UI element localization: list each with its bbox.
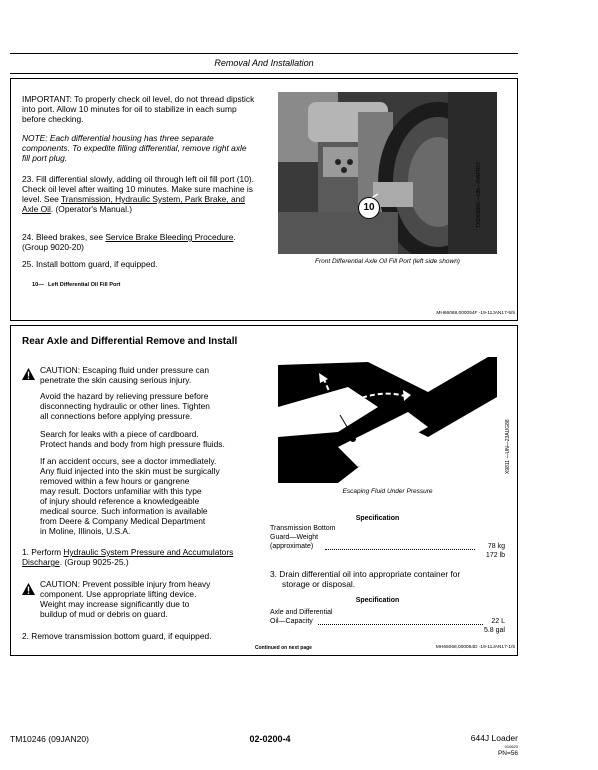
caution-fluid-headline: CAUTION: Escaping fluid under pressure can penetrate the skin causing serious injury. xyxy=(40,365,209,385)
spec2-leader-dots xyxy=(318,617,483,625)
photo-illustration xyxy=(278,92,497,254)
fluid-drawing xyxy=(278,357,497,483)
section2-footer-id: MH66068,000054D -19-11JAN17-1/5 xyxy=(435,645,515,650)
page-section-title: Removal And Installation xyxy=(214,58,314,68)
callout-10: 10 xyxy=(358,197,380,219)
legend-number: 10— xyxy=(32,282,44,288)
link-pressure-discharge[interactable]: Hydraulic System Pressure and Accumulators Discharge xyxy=(22,547,234,567)
escaping-fluid-illustration xyxy=(278,357,497,483)
header-top-rule xyxy=(10,53,518,54)
footer-pn: PN=56 xyxy=(497,750,518,757)
image-side-id: X9811 —UN—23AUG88 xyxy=(505,419,511,474)
note-text: NOTE: Each differential housing has three separate components. To expedite filling differential, remove right axle fill port plug. xyxy=(22,133,247,163)
image-caption: Escaping Fluid Under Pressure xyxy=(342,488,433,495)
section1-footer-id: MH66068,000054F -19-11JAN17-5/5 xyxy=(436,311,515,316)
photo-caption: Front Differential Axle Oil Fill Port (left side shown) xyxy=(315,258,460,265)
important-note: IMPORTANT: To properly check oil level, do not thread dipstick into port. Allow 10 minutes for oil to stabilize in each sump before checking. xyxy=(22,94,255,124)
spec2-value-l: 22 L xyxy=(491,618,505,625)
step-1: 1. Perform Hydraulic System Pressure and Accumulators Discharge. (Group 9025-25.) xyxy=(22,547,234,567)
spec1-header: Specification xyxy=(355,515,400,522)
legend-text: Left Differential Oil Fill Port xyxy=(48,282,121,288)
spec2-value-gal: 5.8 gal xyxy=(483,627,505,634)
warning-triangle-icon xyxy=(22,583,35,595)
step-3: 3. Drain differential oil into appropriate container for storage or disposal. xyxy=(270,569,461,589)
photo-side-id: TX1000068 —UN—08APR07 xyxy=(476,162,482,228)
axle-fill-port-photo xyxy=(278,92,497,254)
link-oil-spec[interactable]: Transmission, Hydraulic System, Park Brake, and Axle Oil xyxy=(22,194,245,214)
footer-small-code: 010620 xyxy=(504,744,518,749)
warning-icon-2 xyxy=(22,582,35,600)
caution-fluid-p3: Search for leaks with a piece of cardboard. Protect hands and body from high pressure fluids. xyxy=(40,429,225,449)
spec1-value-kg: 78 kg xyxy=(487,543,505,550)
spec1-value-lb: 172 lb xyxy=(485,552,505,559)
spec2-header: Specification xyxy=(355,597,400,604)
footer-page-number: 02-0200-4 xyxy=(249,734,291,744)
step-25: 25. Install bottom guard, if equipped. xyxy=(22,259,158,269)
link-brake-bleeding[interactable]: Service Brake Bleeding Procedure xyxy=(105,232,234,242)
step-24: 24. Bleed brakes, see Service Brake Bleeding Procedure. (Group 9020-20) xyxy=(22,232,236,252)
spec1-leader-dots xyxy=(325,542,475,550)
warning-icon xyxy=(22,367,35,385)
caution-fluid-p4: If an accident occurs, see a doctor immediately. Any fluid injected into the skin must be surgically removed within a few hours or gangrene may result. Doctors unfamiliar with this type of injury should reference a knowledgeable medical source. Such information is available from Deere & Company Medical Department in Moline, Illinois, U.S.A. xyxy=(40,456,220,536)
header-bottom-rule xyxy=(10,73,518,74)
spec1-table: Transmission Bottom Guard—Weight (approximate) 78 kg 172 lb xyxy=(270,525,505,559)
spec2-table: Axle and Differential Oil—Capacity 22 L 5.8 gal xyxy=(270,609,505,634)
continued-note: Continued on next page xyxy=(255,645,312,651)
footer-doc-id: TM10246 (09JAN20) xyxy=(10,734,89,744)
warning-triangle-icon xyxy=(22,368,35,380)
caution-heavy-component: CAUTION: Prevent possible injury from heavy component. Use appropriate lifting device. Weight may increase significantly due to buildup of mud or debris on guard. xyxy=(40,579,211,619)
caution-fluid-p2: Avoid the hazard by relieving pressure before disconnecting hydraulic or other lines. Tighten all connections before applying pressure. xyxy=(40,391,210,421)
step-23: 23. Fill differential slowly, adding oil through left oil fill port (10). Check oil level after waiting 10 minutes. Make sure machine is level. See Transmission, Hydraulic System, Park Brake, and Axle Oil. (Operator's Manual.) xyxy=(22,174,254,214)
footer-model: 644J Loader xyxy=(470,733,518,743)
section-title: Rear Axle and Differential Remove and Install xyxy=(22,336,238,347)
step-2: 2. Remove transmission bottom guard, if equipped. xyxy=(22,631,212,641)
